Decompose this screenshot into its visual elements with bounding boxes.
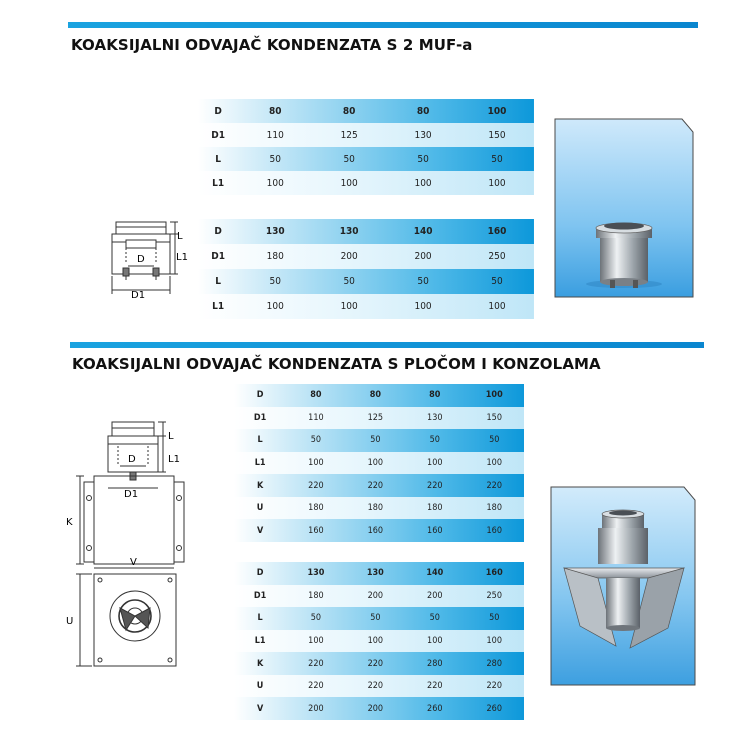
table-cell: 80 [369, 390, 381, 401]
table-cell: 100 [414, 177, 432, 189]
section2-title: KOAKSIJALNI ODVAJAČ KONDENZATA S PLOČOM I KONZOLAMA [72, 355, 601, 373]
spec-table-3 [234, 384, 524, 542]
table-row [198, 123, 534, 147]
table-cell: 250 [488, 251, 506, 262]
table-cell: 100 [488, 301, 506, 312]
table-cell: 100 [266, 301, 284, 312]
table-cell: 220 [427, 681, 443, 692]
table-cell: 160 [486, 525, 502, 536]
table-cell: 180 [308, 503, 324, 514]
table-cell: 160 [427, 525, 443, 536]
row-label: L [257, 435, 263, 446]
table-cell: 160 [485, 568, 503, 579]
table-row [234, 675, 524, 698]
section1-title: KOAKSIJALNI ODVAJAČ KONDENZATA S 2 MUF-a [71, 36, 473, 54]
dim-label-L1: L1 [168, 454, 180, 465]
table-cell: 100 [486, 635, 502, 646]
table-cell: 130 [414, 129, 432, 141]
table-cell: 280 [427, 658, 443, 669]
table-cell: 50 [310, 435, 322, 446]
table-cell: 125 [340, 129, 358, 141]
table-cell: 50 [370, 435, 381, 446]
table-cell: 100 [340, 301, 358, 312]
table-cell: 100 [308, 457, 324, 468]
row-label: D [214, 105, 222, 117]
spec-table-1 [198, 99, 534, 195]
table-cell: 50 [310, 613, 322, 624]
technical-drawing-1 [104, 218, 194, 300]
dim-label-D1: D1 [131, 290, 146, 300]
row-label: L1 [212, 301, 225, 312]
table-cell: 220 [308, 658, 324, 669]
table-cell: 100 [487, 105, 507, 117]
table-row [234, 497, 524, 520]
table-row [234, 652, 524, 675]
table-row [234, 562, 524, 585]
table-row [234, 607, 524, 630]
table-row [234, 697, 524, 720]
table-cell: 180 [427, 503, 443, 514]
table-row [234, 585, 524, 608]
table-cell: 180 [486, 503, 502, 514]
table-cell: 280 [486, 658, 502, 669]
table-cell: 125 [367, 412, 384, 423]
product-photo-2 [550, 486, 696, 686]
table-cell: 130 [366, 568, 384, 579]
table-cell: 220 [486, 681, 502, 692]
table-cell: 100 [427, 457, 443, 468]
table-row [234, 519, 524, 542]
table-cell: 50 [489, 613, 500, 624]
table-cell: 80 [269, 105, 282, 117]
table-cell: 220 [367, 681, 384, 692]
table-row [198, 99, 534, 123]
technical-drawing-2 [62, 418, 202, 680]
row-label: D1 [211, 251, 226, 262]
table-row [234, 474, 524, 497]
table-cell: 110 [308, 412, 324, 423]
row-label: D1 [253, 412, 267, 423]
dim-label-L: L [177, 231, 183, 242]
table-cell: 50 [491, 276, 503, 287]
table-cell: 100 [488, 177, 506, 189]
table-cell: 110 [266, 129, 284, 141]
table-row [198, 244, 534, 269]
table-cell: 130 [307, 568, 325, 579]
table-cell: 50 [343, 153, 355, 165]
table-cell: 100 [414, 301, 432, 312]
table-cell: 220 [486, 480, 502, 491]
table-cell: 80 [429, 390, 441, 401]
dim-label-D: D [128, 454, 136, 465]
spec-table-2 [198, 219, 534, 319]
table-row [198, 147, 534, 171]
table-cell: 50 [343, 276, 355, 287]
table-row [234, 429, 524, 452]
row-label: L [215, 276, 222, 287]
row-label: U [256, 681, 264, 692]
table-cell: 130 [339, 226, 359, 237]
table-cell: 80 [416, 105, 430, 117]
dim-label-V: V [130, 557, 137, 568]
table-cell: 180 [367, 503, 384, 514]
row-label: L1 [254, 635, 266, 646]
top-rule [68, 22, 698, 28]
row-label: U [256, 503, 264, 514]
table-cell: 160 [487, 226, 507, 237]
table-cell: 220 [427, 480, 443, 491]
table-cell: 200 [340, 251, 358, 262]
table-cell: 100 [367, 457, 384, 468]
dim-label-L: L [168, 431, 174, 442]
table-cell: 50 [269, 276, 281, 287]
table-row [198, 219, 534, 244]
middle-rule [70, 342, 704, 348]
dim-label-D1: D1 [124, 489, 139, 500]
table-cell: 140 [413, 226, 433, 237]
table-cell: 50 [489, 435, 500, 446]
table-row [234, 384, 524, 407]
table-cell: 180 [266, 251, 284, 262]
table-cell: 100 [486, 457, 502, 468]
table-cell: 160 [308, 525, 324, 536]
table-cell: 220 [367, 658, 384, 669]
table-cell: 140 [426, 568, 444, 579]
table-cell: 50 [429, 613, 440, 624]
table-cell: 200 [367, 703, 384, 714]
table-cell: 50 [417, 276, 429, 287]
table-cell: 260 [427, 703, 443, 714]
row-label: K [256, 480, 264, 491]
table-cell: 100 [308, 635, 324, 646]
row-label: L [215, 153, 222, 165]
table-cell: 50 [429, 435, 440, 446]
table-cell: 260 [486, 703, 502, 714]
spec-table-4 [234, 562, 524, 720]
table-cell: 50 [370, 613, 381, 624]
table-cell: 250 [486, 590, 502, 601]
table-cell: 130 [427, 412, 443, 423]
row-label: V [256, 703, 264, 714]
row-label: V [256, 525, 264, 536]
row-label: D [214, 226, 222, 237]
table-cell: 80 [342, 105, 356, 117]
table-cell: 200 [367, 590, 384, 601]
dim-label-D: D [137, 254, 145, 265]
table-cell: 50 [417, 153, 429, 165]
row-label: L1 [254, 457, 266, 468]
table-cell: 200 [427, 590, 443, 601]
dim-label-L1: L1 [176, 252, 188, 263]
table-cell: 100 [427, 635, 443, 646]
table-cell: 100 [367, 635, 384, 646]
row-label: D [256, 390, 264, 401]
table-cell: 100 [340, 177, 358, 189]
table-cell: 220 [308, 480, 324, 491]
table-cell: 160 [367, 525, 384, 536]
row-label: D1 [211, 129, 226, 141]
table-cell: 130 [265, 226, 285, 237]
table-row [198, 171, 534, 195]
table-cell: 100 [266, 177, 284, 189]
table-row [234, 630, 524, 653]
table-row [234, 407, 524, 430]
table-row [234, 452, 524, 475]
dim-label-K: K [66, 517, 73, 528]
table-cell: 50 [269, 153, 281, 165]
table-cell: 180 [308, 590, 324, 601]
table-cell: 150 [488, 129, 506, 141]
dim-label-U: U [66, 616, 74, 627]
table-cell: 50 [491, 153, 503, 165]
row-label: D1 [253, 590, 267, 601]
table-cell: 200 [308, 703, 324, 714]
table-cell: 150 [486, 412, 502, 423]
table-cell: 220 [308, 681, 324, 692]
row-label: L1 [212, 177, 225, 189]
table-cell: 220 [367, 480, 384, 491]
table-cell: 80 [310, 390, 322, 401]
table-cell: 200 [414, 251, 432, 262]
row-label: D [256, 568, 264, 579]
row-label: K [256, 658, 264, 669]
product-photo-1 [554, 118, 694, 298]
table-row [198, 294, 534, 319]
table-cell: 100 [485, 390, 503, 401]
row-label: L [257, 613, 263, 624]
table-row [198, 269, 534, 294]
